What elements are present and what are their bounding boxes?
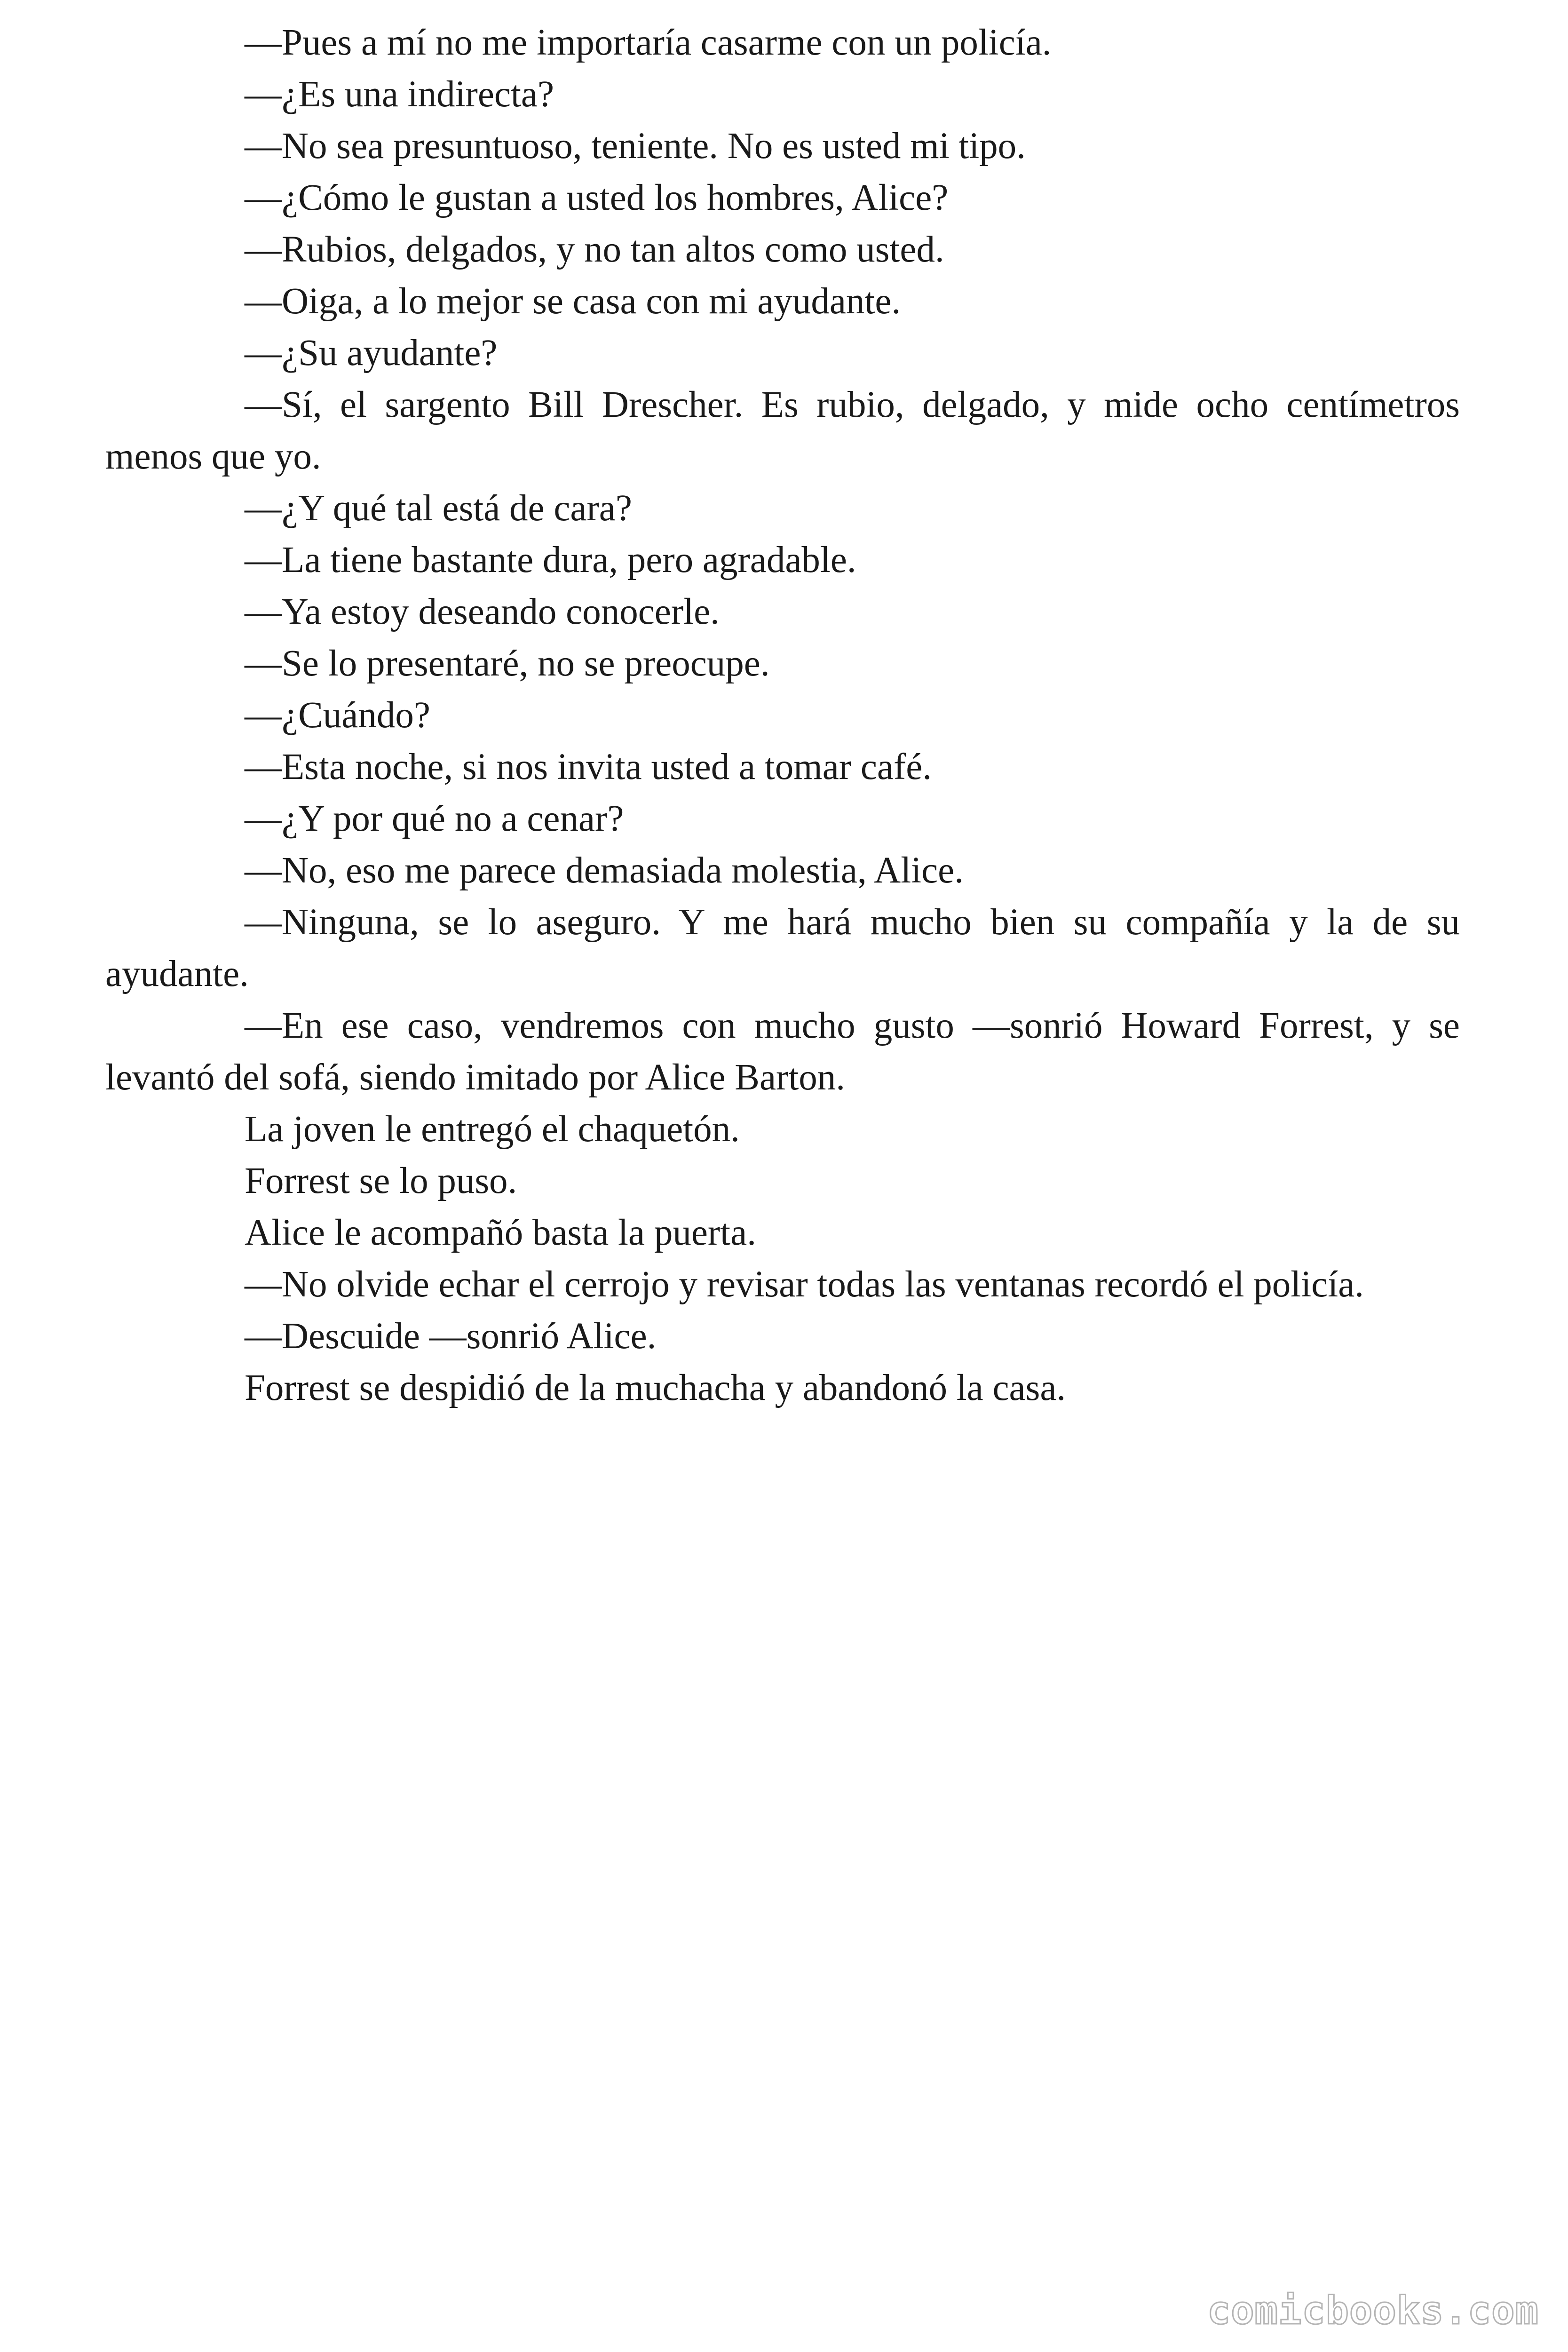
paragraph: —Sí, el sargento Bill Drescher. Es rubio, delgado, y mide ocho centímetros menos que yo.: [105, 384, 1460, 477]
paragraph: —¿Cómo le gustan a usted los hombres, Alice?: [245, 177, 949, 218]
paragraph: —No, eso me parece demasiada molestia, Alice.: [245, 850, 964, 891]
paragraph: Forrest se lo puso.: [245, 1160, 517, 1201]
paragraph: —Pues a mí no me importaría casarme con un policía.: [245, 22, 1052, 63]
paragraph: —Oiga, a lo mejor se casa con mi ayudante.: [245, 281, 901, 322]
paragraph: —No sea presuntuoso, teniente. No es usted mi tipo.: [245, 126, 1026, 167]
paragraph: —Descuide —sonrió Alice.: [245, 1316, 657, 1357]
paragraph: —Se lo presentaré, no se preocupe.: [245, 643, 770, 684]
text-body: [105, 17, 1460, 1414]
paragraph: Alice le acompañó basta la puerta.: [245, 1212, 756, 1253]
paragraph: —¿Cuándo?: [245, 695, 430, 736]
paragraph: —Esta noche, si nos invita usted a tomar café.: [245, 747, 932, 787]
paragraph: —En ese caso, vendremos con mucho gusto —sonrió Howard Forrest, y se levantó del sofá, siendo imitado por Alice Barton.: [105, 1005, 1460, 1098]
paragraph: —Rubios, delgados, y no tan altos como usted.: [245, 229, 944, 270]
watermark: comicbooks.com: [1207, 2288, 1539, 2333]
paragraph: —¿Es una indirecta?: [245, 74, 554, 115]
paragraph: —¿Su ayudante?: [245, 333, 498, 373]
paragraph: La joven le entregó el chaquetón.: [245, 1109, 740, 1150]
paragraph: Forrest se despidió de la muchacha y abandonó la casa.: [245, 1367, 1066, 1408]
paragraph: —No olvide echar el cerrojo y revisar todas las ventanas recordó el policía.: [245, 1264, 1364, 1305]
paragraph: —La tiene bastante dura, pero agradable.: [245, 540, 856, 580]
paragraph: —¿Y qué tal está de cara?: [245, 488, 632, 529]
paragraph: —Ya estoy deseando conocerle.: [245, 591, 720, 632]
paragraph: —¿Y por qué no a cenar?: [245, 798, 624, 839]
paragraph: —Ninguna, se lo aseguro. Y me hará mucho bien su compañía y la de su ayudante.: [105, 902, 1460, 994]
